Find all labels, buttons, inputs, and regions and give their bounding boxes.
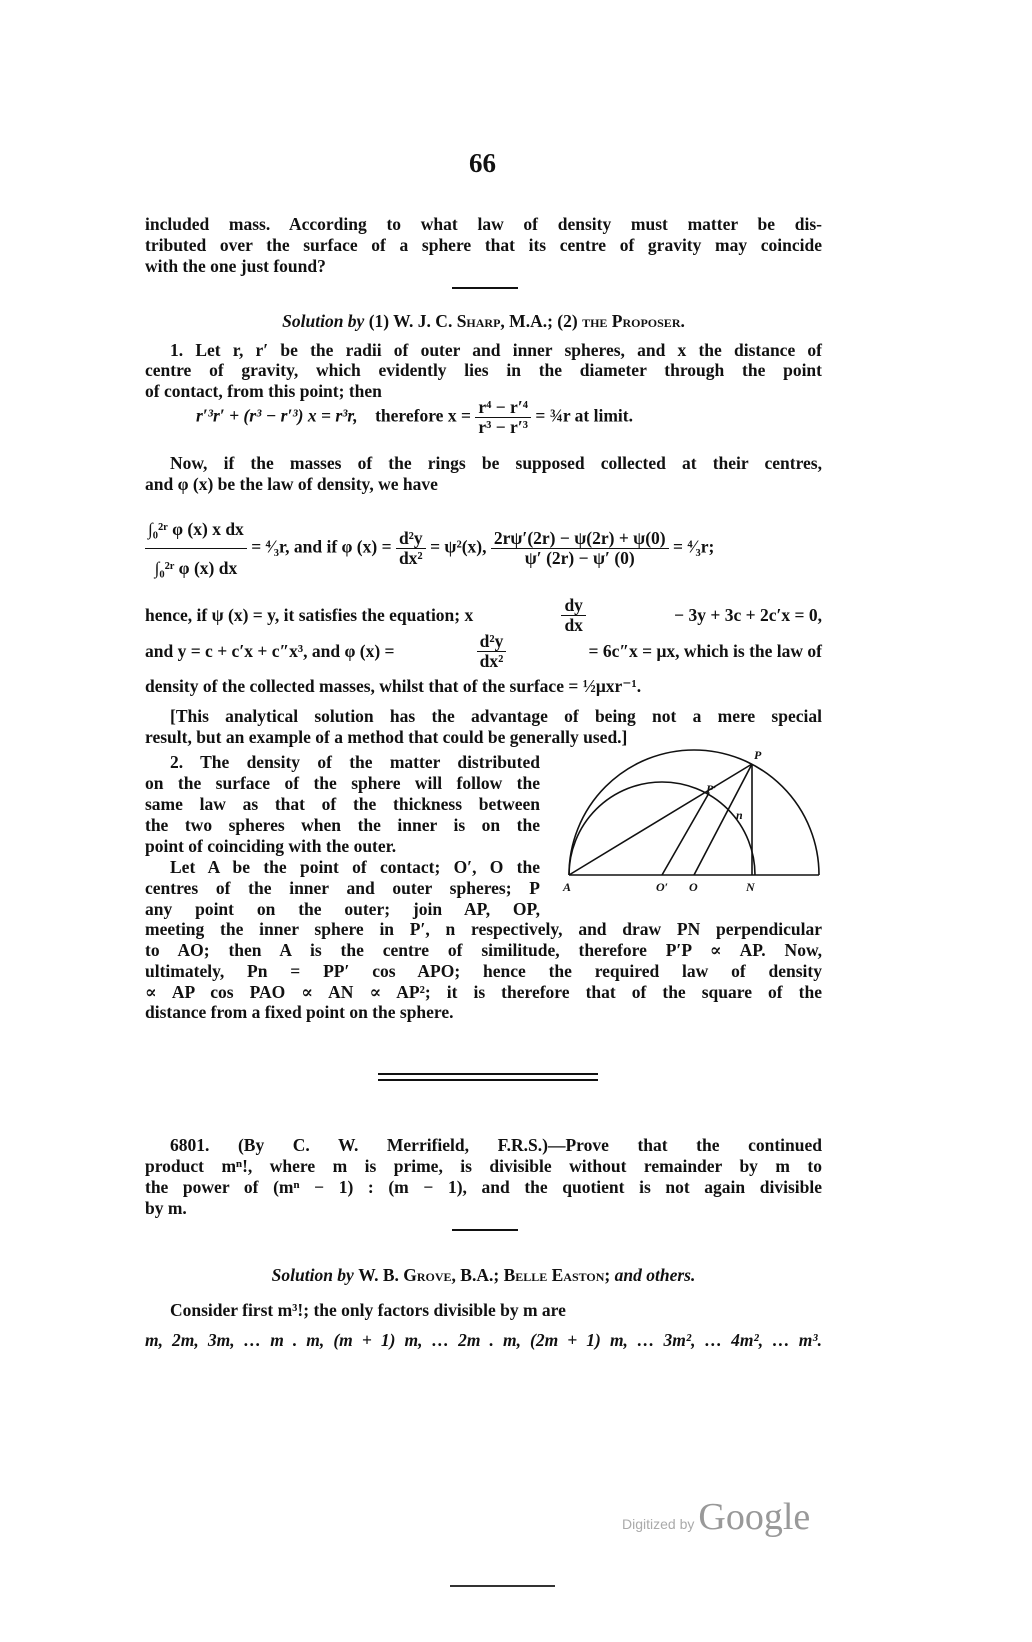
eq-rhs: = ¾r at limit. <box>535 405 633 426</box>
denominator: r³ − r′³ <box>478 417 528 437</box>
equation-1 <box>196 398 633 437</box>
text-line: of contact, from this point; then <box>145 381 382 401</box>
question-6801-line: 6801. (By C. W. Merrifield, F.R.S.)—Prove that the continued <box>170 1135 822 1155</box>
solution-by: Solution by <box>271 1265 354 1285</box>
solution-authors: (1) W. J. C. Sharp, M.A.; (2) the Proposer. <box>368 311 685 331</box>
text-line: point of coinciding with the outer. <box>145 836 397 856</box>
label-P-prime: P′ <box>706 782 717 796</box>
text-line: density of the collected masses, whilst that of the surface = ½μxr⁻¹. <box>145 676 642 696</box>
eq-text: and y = c + c′x + c″x³, and φ (x) = <box>145 641 395 661</box>
text-line: centres of the inner and outer spheres; P <box>145 878 540 898</box>
text-line: the two spheres when the inner is on the <box>145 815 540 835</box>
text-line: tributed over the surface of a sphere that its centre of gravity may coincide <box>145 235 822 255</box>
denominator: dx² <box>398 548 423 568</box>
text-line: product mⁿ!, where m is prime, is divisible without remainder by m to <box>145 1156 822 1176</box>
label-O: O <box>689 880 698 894</box>
eq-therefore: therefore x = <box>375 405 471 426</box>
factors-line: m, 2m, 3m, … m . m, (m + 1) m, … 2m . m, (2m + 1) m, … 3m², … 4m², … m³. <box>145 1330 822 1350</box>
text-line: with the one just found? <box>145 256 326 276</box>
hence-line <box>145 596 822 635</box>
text-line: by m. <box>145 1198 187 1218</box>
label-N: N <box>746 880 755 894</box>
text-line: [This analytical solution has the advantage of being not a mere special <box>170 706 822 726</box>
line-OprimePprime <box>662 793 709 875</box>
numerator: r⁴ − r′⁴ <box>475 398 531 418</box>
label-O-prime: O′ <box>656 880 669 894</box>
fraction <box>396 529 426 568</box>
denominator: ψ′ (2r) − ψ′ (0) <box>524 548 635 568</box>
double-rule-bottom <box>378 1079 598 1081</box>
solution-heading <box>145 1265 822 1286</box>
solution-by: Solution by <box>282 311 365 331</box>
text-line: on the surface of the sphere will follow the <box>145 773 540 793</box>
eq-lhs: r′³r′ + (r³ − r′³) x = r³r, <box>196 405 358 426</box>
watermark-logo: Google <box>698 1496 811 1538</box>
watermark-small: Digitized by <box>622 1516 695 1532</box>
text-line: result, but an example of a method that could be generally used.] <box>145 727 628 747</box>
bottom-mark <box>450 1585 555 1587</box>
eq-text: − 3y + 3c + 2c′x = 0, <box>674 605 822 625</box>
denominator: ∫₀²ʳ φ (x) dx <box>154 558 238 578</box>
text-line: to AO; then A is the centre of similitude, therefore P′P ∝ AP. Now, <box>145 940 822 960</box>
text-line: any point on the outer; join AP, OP, <box>145 899 540 919</box>
text-line: Now, if the masses of the rings be supposed collected at their centres, <box>170 453 822 473</box>
and-line <box>145 632 822 671</box>
geometry-diagram <box>555 745 830 895</box>
text-line: same law as that of the thickness between <box>145 794 540 814</box>
google-watermark <box>622 1495 810 1539</box>
text-line: the power of (mⁿ − 1) : (m − 1), and the quotient is not again divisible <box>145 1177 822 1197</box>
solution-others: and others. <box>614 1265 696 1285</box>
text-line: ∝ AP cos PAO ∝ AN ∝ AP²; it is therefore that of the square of the <box>145 982 822 1002</box>
label-P: P <box>754 748 762 762</box>
page-number: 66 <box>469 148 496 178</box>
label-n: n <box>736 808 743 822</box>
solution-authors: W. B. Grove, B.A.; Belle Easton; <box>358 1265 611 1285</box>
eq-text: = ψ²(x), <box>430 536 487 557</box>
line-OP <box>694 764 752 875</box>
text-line: Consider first m³!; the only factors divisible by m are <box>170 1300 566 1320</box>
numerator: dy <box>561 596 585 616</box>
text-line: and φ (x) be the law of density, we have <box>145 474 438 494</box>
fraction <box>475 398 531 437</box>
text-line: meeting the inner sphere in P′, n respectively, and draw PN perpendicular <box>145 919 822 939</box>
double-rule-top <box>378 1073 598 1075</box>
outer-sphere-arc <box>569 750 819 875</box>
fraction <box>561 596 585 635</box>
text-line: included mass. According to what law of density must matter be dis- <box>145 214 822 234</box>
text-line: centre of gravity, which evidently lies in the diameter through the point <box>145 360 822 380</box>
fraction <box>491 529 669 568</box>
line-AP <box>569 764 752 875</box>
eq-text: = ⁴⁄₃r, and if φ (x) = <box>251 536 392 557</box>
equation-2 <box>145 510 714 587</box>
numerator: d²y <box>396 529 426 549</box>
text-line: distance from a fixed point on the sphere. <box>145 1002 454 1022</box>
text-line: 1. Let r, r′ be the radii of outer and inner spheres, and x the distance of <box>170 340 822 360</box>
eq-text: = ⁴⁄₃r; <box>673 536 715 557</box>
denominator: dx <box>564 615 583 635</box>
text-line: ultimately, Pn = PP′ cos APO; hence the required law of density <box>145 961 822 981</box>
text-line: Let A be the point of contact; O′, O the <box>170 857 540 877</box>
integral-fraction <box>145 510 247 587</box>
divider <box>452 287 518 289</box>
denominator: dx² <box>479 651 504 671</box>
divider <box>452 1229 518 1231</box>
eq-text: = 6c″x = μx, which is the law of <box>588 641 822 661</box>
fraction <box>477 632 507 671</box>
label-A: A <box>563 880 572 894</box>
eq-text: hence, if ψ (x) = y, it satisfies the equation; x <box>145 605 474 625</box>
numerator: d²y <box>477 632 507 652</box>
numerator: 2rψ′(2r) − ψ(2r) + ψ(0) <box>491 529 669 549</box>
solution-heading <box>145 311 822 332</box>
numerator: ∫₀²ʳ φ (x) x dx <box>145 510 247 549</box>
text-line: 2. The density of the matter distributed <box>170 752 540 772</box>
